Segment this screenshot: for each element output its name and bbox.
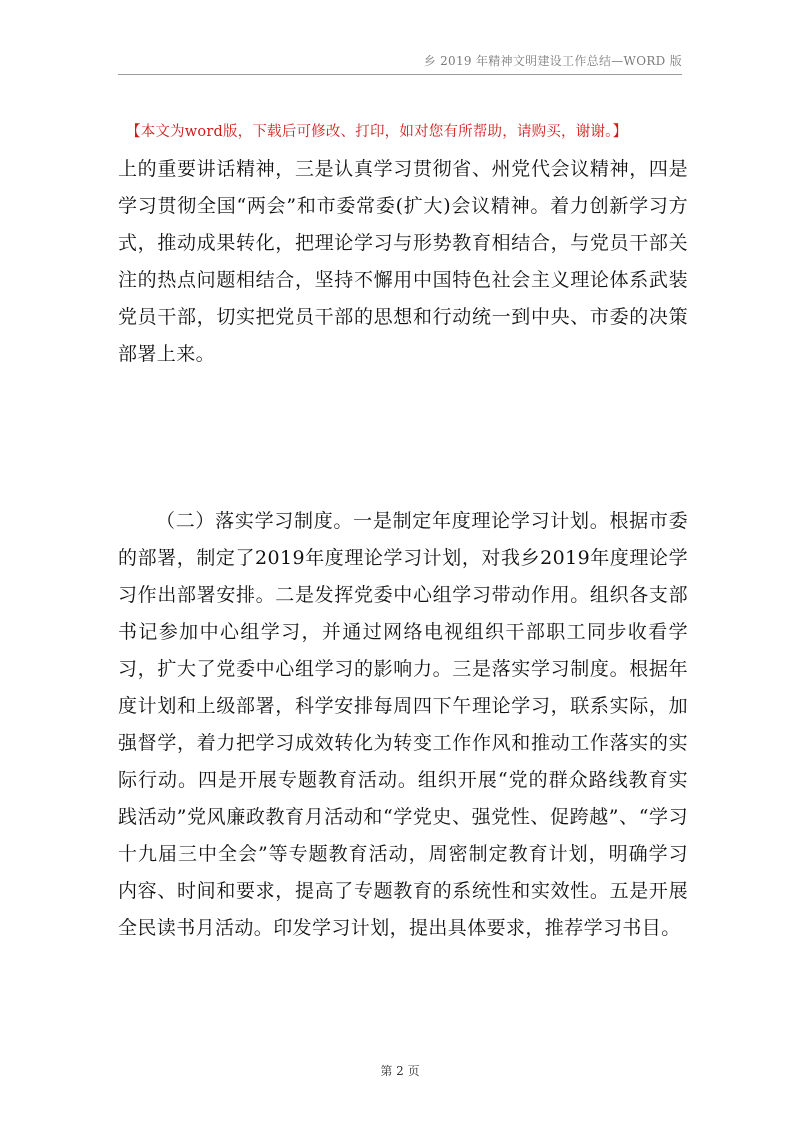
page-header-title: 乡 2019 年精神文明建设工作总结—WORD 版: [423, 54, 682, 68]
purchase-notice: 【本文为word版，下载后可修改、打印，如对您有所帮助，请购买，谢谢。】: [126, 124, 628, 140]
header-divider: [118, 74, 682, 75]
body-paragraph-1: 上的重要讲话精神，三是认真学习贯彻省、州党代会议精神，四是学习贯彻全国“两会”和市委常委(扩大)会议精神。着力创新学习方式，推动成果转化，把理论学习与形势教育相结合，与党员干部关注的热点问题相结合，坚持不懈用中国特色社会主义理论体系武装党员干部，切实把党员干部的思想和行动统一到中央、市委的决策部署上来。: [118, 158, 688, 365]
page-number: 第 2 页: [380, 1064, 420, 1078]
body-paragraph-2: （二）落实学习制度。一是制定年度理论学习计划。根据市委的部署，制定了2019年度理论学习计划，对我乡2019年度理论学习作出部署安排。二是发挥党委中心组学习带动作用。组织各支部书记参加中心组学习，并通过网络电视组织干部职工同步收看学习，扩大了党委中心组学习的影响力。三是落实学习制度。根据年度计划和上级部署，科学安排每周四下午理论学习，联系实际，加强督学，着力把学习成效转化为转变工作作风和推动工作落实的实际行动。四是开展专题教育活动。组织开展“党的群众路线教育实践活动”党风廉政教育月活动和“学党史、强党性、促跨越”、“学习十九届三中全会”等专题教育活动，周密制定教育计划，明确学习内容、时间和要求，提高了专题教育的系统性和实效性。五是开展全民读书月活动。印发学习计划，提出具体要求，推荐学习书目。: [118, 510, 688, 939]
